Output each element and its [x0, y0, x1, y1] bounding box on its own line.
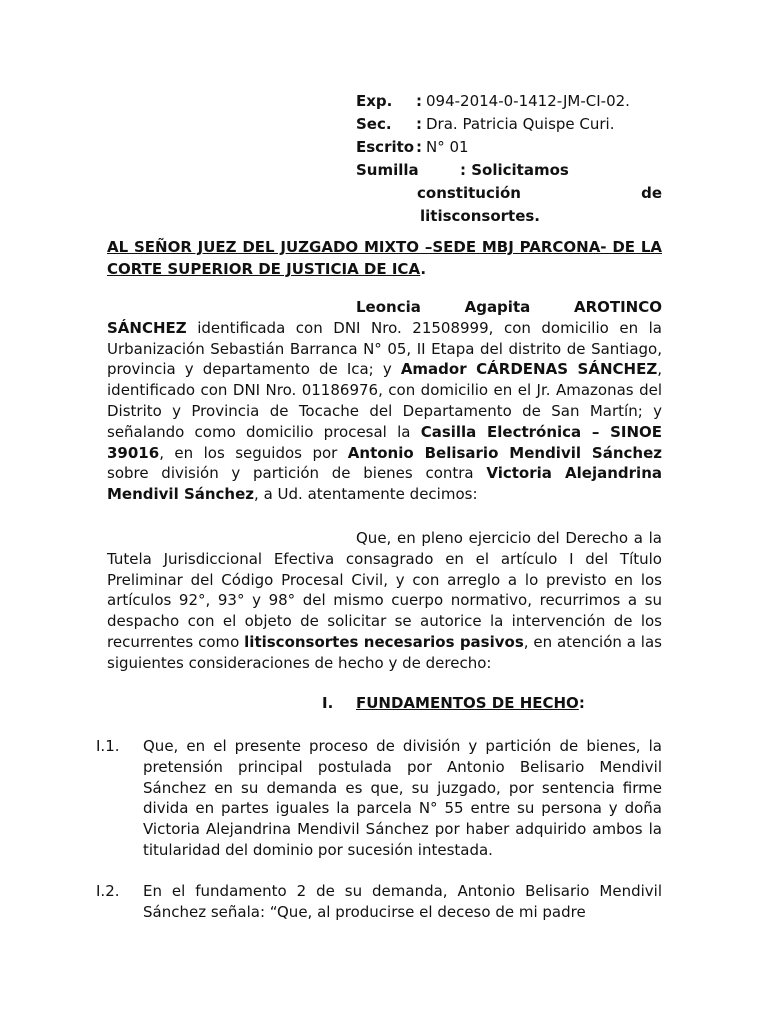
section-title: FUNDAMENTOS DE HECHO	[356, 694, 579, 712]
litisconsortes-bold: litisconsortes necesarios pasivos	[244, 632, 524, 651]
list-item	[96, 736, 662, 861]
petitioner-2: Amador CÁRDENAS SÁNCHEZ	[400, 360, 658, 379]
addressee-text: AL SEÑOR JUEZ DEL JUZGADO MIXTO –SEDE MBJ PARCONA- DE LA CORTE SUPERIOR DE JUSTICIA DE ICA	[107, 238, 662, 278]
item-number: I.1.	[96, 737, 120, 755]
list-item	[96, 881, 662, 923]
escrito-row: Escrito : N° 01	[356, 136, 662, 159]
sumilla-line3: litisconsortes.	[420, 207, 540, 225]
section-number: I.	[322, 694, 334, 712]
petitioner-1: Leoncia Agapita AROTINCO SÁNCHEZ	[107, 298, 662, 337]
item-text: En el fundamento 2 de su demanda, Antonio Belisario Mendivil Sánchez señala: “Que, al producirse el deceso de mi padre	[143, 882, 662, 921]
case-header	[356, 90, 662, 228]
item-text: Que, en el presente proceso de división y partición de bienes, la pretensión principal postulada por Antonio Belisario Mendivil Sánchez en su demanda es que, su juzgado, por sentencia firme divida en partes iguales la parcela N° 55 entre su persona y doña Victoria Alejandrina Mendivil Sánchez por haber adquirido ambos la titularidad del dominio por sucesión intestada.	[143, 737, 662, 859]
casilla-electronica: Casilla Electrónica – SINOE 39016	[107, 422, 663, 462]
paragraph-request: Que, en pleno ejercicio del Derecho a la Tutela Jurisdiccional Efectiva consagrado en el artículo I del Título Preliminar del Código Procesal Civil, y con arreglo a lo previsto en los artículos 92°, 93° y 98° del mismo cuerpo normativo, recurrimos a su despacho con el objeto de solicitar se autorice la intervención de los recurrentes como litisconsortes necesarios pasivos, en atención a las siguientes consideraciones de hecho y de derecho:	[107, 529, 662, 672]
escrito-value: N° 01	[426, 138, 469, 156]
sec-label: Sec.	[356, 115, 392, 133]
defendant: Victoria Alejandrina Mendivil Sánchez	[107, 464, 662, 504]
sumilla-line2: constitución de	[417, 184, 662, 202]
sumilla-label: Sumilla	[356, 161, 419, 179]
sec-value: Dra. Patricia Quispe Curi.	[426, 115, 615, 133]
item-number: I.2.	[96, 882, 120, 900]
exp-label: Exp.	[356, 92, 393, 110]
sumilla-line1: : Solicitamos	[460, 161, 569, 179]
paragraph-introduction: Leoncia Agapita AROTINCO SÁNCHEZ identificada con DNI Nro. 21508999, con domicilio en la Urbanización Sebastián Barranca N° 05, II Etapa del distrito de Santiago, provincia y departamento de Ica; y Amador CÁRDENAS SÁNCHEZ, identificado con DNI Nro. 01186976, con domicilio en el Jr. Amazonas del Distrito y Provincia de Tocache del Departamento de San Martín; y señalando como domicilio procesal la Casilla Electrónica – SINOE 39016, en los seguidos por Antonio Belisario Mendivil Sánchez sobre división y partición de bienes contra Victoria Alejandrina Mendivil Sánchez, a Ud. atentamente decimos:	[107, 298, 663, 504]
sumilla-row	[356, 159, 662, 182]
exp-row: Exp. : 094-2014-0-1412-JM-CI-02.	[356, 90, 662, 113]
section-heading: I. FUNDAMENTOS DE HECHO :	[322, 694, 585, 712]
escrito-label: Escrito	[356, 138, 415, 156]
plaintiff: Antonio Belisario Mendivil Sánchez	[347, 443, 662, 462]
exp-value: 094-2014-0-1412-JM-CI-02.	[426, 92, 630, 110]
sec-row: Sec. : Dra. Patricia Quispe Curi.	[356, 113, 662, 136]
addressee: AL SEÑOR JUEZ DEL JUZGADO MIXTO –SEDE MBJ PARCONA- DE LA CORTE SUPERIOR DE JUSTICIA DE ICA.	[107, 238, 662, 278]
